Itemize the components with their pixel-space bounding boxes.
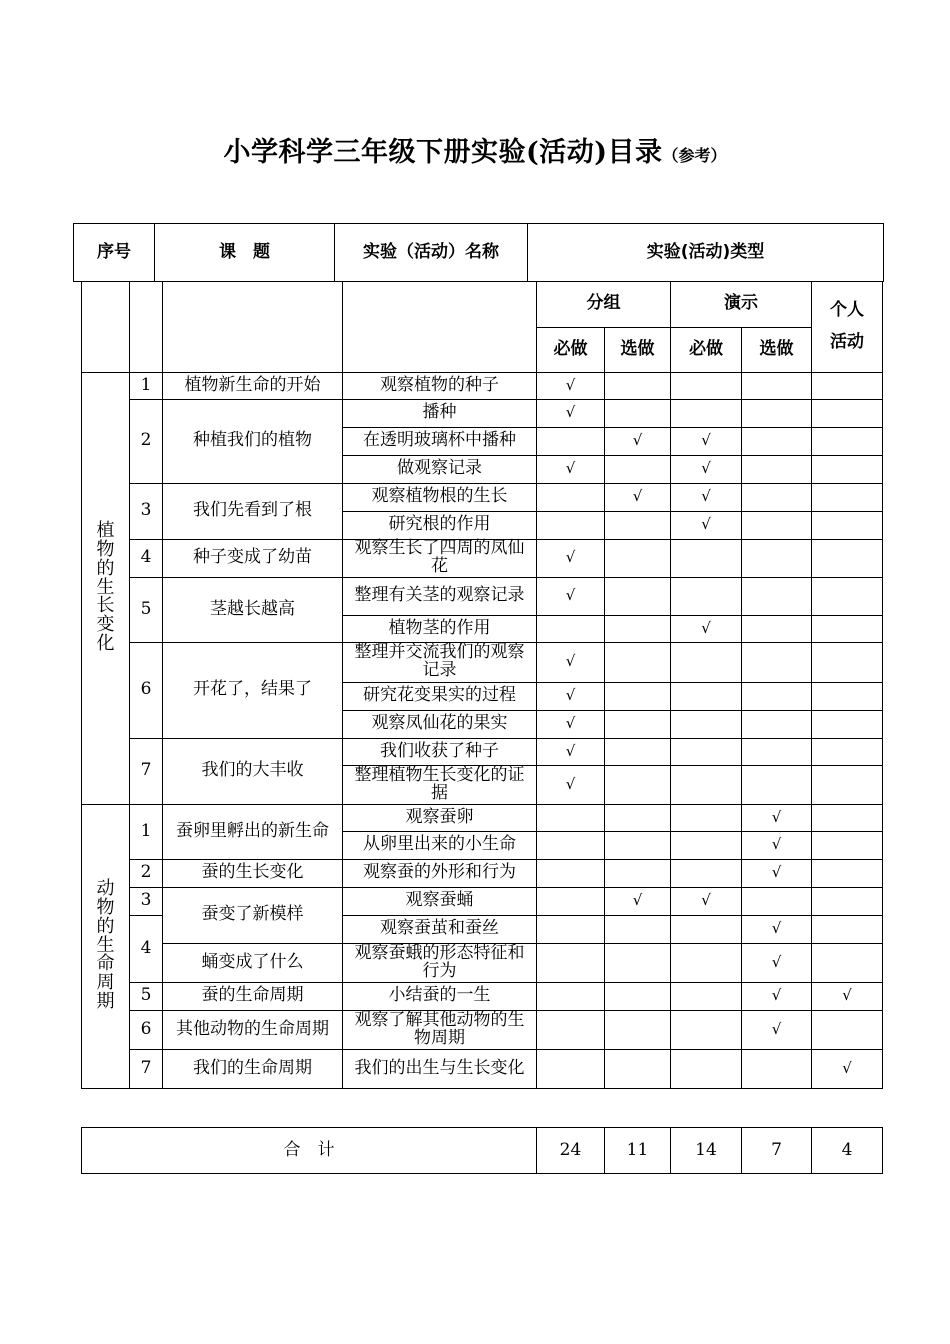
type-cell: [671, 682, 742, 710]
type-cell: [812, 539, 883, 577]
type-cell: [742, 577, 812, 615]
row-activity-name: 小结蚕的一生: [343, 982, 537, 1010]
check-mark-icon: √: [701, 487, 711, 506]
type-cell: [537, 577, 605, 615]
type-cell: [671, 982, 742, 1010]
row-topic: 蚕卵里孵出的新生命: [163, 804, 343, 859]
type-cell: [742, 831, 812, 859]
row-seq: 6: [130, 642, 163, 738]
header-name: 实验（活动）名称: [335, 224, 528, 282]
type-cell: [812, 399, 883, 427]
type-cell: [812, 577, 883, 615]
type-cell: [671, 372, 742, 399]
type-cell: [742, 539, 812, 577]
experiment-table: [81, 281, 883, 1089]
type-cell: [812, 483, 883, 511]
type-cell: [671, 738, 742, 765]
check-mark-icon: √: [771, 919, 782, 938]
type-cell: [742, 615, 812, 642]
type-cell: [742, 804, 812, 831]
type-cell: [742, 1010, 812, 1049]
type-cell: [812, 804, 883, 831]
title-sub: （参考）: [662, 146, 727, 165]
type-cell: [742, 372, 812, 399]
check-mark-icon: √: [565, 548, 576, 567]
check-mark-icon: √: [632, 431, 643, 450]
type-cell: [742, 982, 812, 1010]
header-group-optional: 选做: [605, 327, 671, 372]
type-cell: [537, 1010, 605, 1049]
row-activity-name: 我们收获了种子: [343, 738, 537, 765]
type-cell: [537, 804, 605, 831]
row-seq: 3: [130, 887, 163, 915]
type-cell: [671, 943, 742, 982]
type-cell: [671, 859, 742, 887]
check-mark-icon: √: [565, 774, 576, 793]
header-demo-required: 必做: [671, 327, 742, 372]
type-cell: [812, 710, 883, 738]
table-row: [82, 642, 883, 682]
check-mark-icon: √: [771, 952, 782, 971]
type-cell: [812, 738, 883, 765]
type-cell: [605, 455, 671, 483]
check-mark-icon: √: [632, 487, 643, 506]
row-topic: 我们先看到了根: [163, 483, 343, 539]
row-seq: 7: [130, 738, 163, 804]
check-mark-icon: √: [701, 891, 711, 910]
table-row: [82, 539, 883, 577]
type-cell: [671, 399, 742, 427]
row-seq: 1: [130, 372, 163, 399]
type-cell: [671, 427, 742, 455]
row-seq: 2: [130, 399, 163, 483]
table-row: [82, 1049, 883, 1088]
header-group: 分组: [537, 281, 671, 327]
row-activity-name: 整理植物生长变化的证据: [343, 765, 537, 804]
type-cell: [605, 539, 671, 577]
row-topic: 种子变成了幼苗: [163, 539, 343, 577]
type-cell: [742, 399, 812, 427]
type-cell: [742, 859, 812, 887]
type-cell: [812, 1010, 883, 1049]
type-cell: [537, 943, 605, 982]
type-cell: [742, 483, 812, 511]
type-cell: [605, 682, 671, 710]
type-cell: [671, 483, 742, 511]
type-cell: [605, 399, 671, 427]
check-mark-icon: √: [701, 431, 711, 450]
row-seq: 6: [130, 1010, 163, 1049]
table-row: [82, 859, 883, 887]
type-cell: [742, 1049, 812, 1088]
table-row: [82, 982, 883, 1010]
type-cell: [605, 765, 671, 804]
type-cell: [605, 982, 671, 1010]
type-cell: [605, 831, 671, 859]
type-cell: [605, 943, 671, 982]
row-activity-name: 观察生长了四周的凤仙花: [343, 539, 537, 577]
row-topic: 蛹变成了什么: [163, 943, 343, 982]
check-mark-icon: √: [842, 986, 852, 1005]
type-cell: [671, 765, 742, 804]
table-row: [82, 738, 883, 765]
type-cell: [742, 915, 812, 943]
check-mark-icon: √: [701, 459, 711, 478]
type-cell: [671, 915, 742, 943]
type-cell: [671, 511, 742, 539]
type-cell: [537, 539, 605, 577]
table-row: [82, 887, 883, 915]
type-cell: [812, 682, 883, 710]
row-activity-name: 观察植物的种子: [343, 372, 537, 399]
table-row: [82, 372, 883, 399]
type-cell: [671, 642, 742, 682]
row-activity-name: 研究花变果实的过程: [343, 682, 537, 710]
type-cell: [605, 738, 671, 765]
check-mark-icon: √: [771, 986, 782, 1005]
type-cell: [537, 372, 605, 399]
type-cell: [812, 859, 883, 887]
type-cell: [537, 765, 605, 804]
type-cell: [812, 1049, 883, 1088]
type-cell: [537, 455, 605, 483]
type-cell: [537, 483, 605, 511]
type-cell: [537, 982, 605, 1010]
table-row: [82, 483, 883, 511]
row-activity-name: 观察蚕蛹: [343, 887, 537, 915]
row-topic: 蚕的生命周期: [163, 982, 343, 1010]
row-topic: 其他动物的生命周期: [163, 1010, 343, 1049]
row-seq: 3: [130, 483, 163, 539]
check-mark-icon: √: [565, 459, 576, 478]
type-cell: [537, 427, 605, 455]
check-mark-icon: √: [771, 863, 782, 882]
row-activity-name: 观察蚕蛾的形态特征和行为: [343, 943, 537, 982]
total-table: [81, 1127, 883, 1174]
title-main: 小学科学三年级下册实验(活动)目录: [223, 137, 663, 168]
type-cell: [605, 710, 671, 738]
row-activity-name: 观察植物根的生长: [343, 483, 537, 511]
type-cell: [605, 642, 671, 682]
type-cell: [537, 831, 605, 859]
row-topic: 植物新生命的开始: [163, 372, 343, 399]
row-activity-name: 观察蚕茧和蚕丝: [343, 915, 537, 943]
check-mark-icon: √: [771, 807, 782, 826]
type-cell: [537, 1049, 605, 1088]
row-seq: 5: [130, 577, 163, 642]
type-cell: [812, 943, 883, 982]
header-personal: 个人活动: [830, 299, 864, 353]
type-cell: [742, 887, 812, 915]
type-cell: [537, 642, 605, 682]
type-cell: [812, 831, 883, 859]
row-activity-name: 观察蚕卵: [343, 804, 537, 831]
type-cell: [537, 859, 605, 887]
type-cell: [671, 539, 742, 577]
type-cell: [671, 710, 742, 738]
type-cell: [742, 511, 812, 539]
check-mark-icon: √: [771, 835, 782, 854]
check-mark-icon: √: [842, 1058, 852, 1077]
check-mark-icon: √: [565, 375, 576, 394]
type-cell: [605, 372, 671, 399]
type-cell: [812, 455, 883, 483]
header-topic: 课 题: [155, 224, 335, 282]
row-activity-name: 植物茎的作用: [343, 615, 537, 642]
total-value: 4: [812, 1128, 883, 1174]
type-cell: [605, 1049, 671, 1088]
unit-label: 动物的生命周期: [96, 877, 115, 1013]
type-cell: [671, 615, 742, 642]
type-cell: [537, 887, 605, 915]
type-cell: [742, 765, 812, 804]
type-cell: [537, 511, 605, 539]
header-seq: 序号: [74, 224, 155, 282]
type-cell: [812, 765, 883, 804]
check-mark-icon: √: [565, 686, 576, 705]
row-topic: 我们的大丰收: [163, 738, 343, 804]
table-row: [82, 577, 883, 615]
header-table: [73, 223, 884, 282]
header-demo-optional: 选做: [742, 327, 812, 372]
row-activity-name: 我们的出生与生长变化: [343, 1049, 537, 1088]
header-type: 实验(活动)类型: [528, 224, 884, 282]
row-seq: 2: [130, 859, 163, 887]
check-mark-icon: √: [771, 1019, 782, 1038]
type-cell: [671, 455, 742, 483]
row-seq: 4: [130, 915, 163, 982]
type-cell: [812, 511, 883, 539]
check-mark-icon: √: [565, 403, 576, 422]
type-cell: [671, 831, 742, 859]
table-row: [82, 943, 883, 982]
check-mark-icon: √: [565, 652, 576, 671]
total-row: [82, 1128, 883, 1174]
type-cell: [812, 642, 883, 682]
row-activity-name: 在透明玻璃杯中播种: [343, 427, 537, 455]
type-cell: [537, 915, 605, 943]
table-row: [82, 399, 883, 427]
row-activity-name: 整理并交流我们的观察记录: [343, 642, 537, 682]
type-cell: [605, 1010, 671, 1049]
type-cell: [671, 1010, 742, 1049]
total-value: 14: [671, 1128, 742, 1174]
row-activity-name: 从卵里出来的小生命: [343, 831, 537, 859]
row-activity-name: 观察凤仙花的果实: [343, 710, 537, 738]
type-cell: [537, 682, 605, 710]
total-value: 11: [605, 1128, 671, 1174]
row-topic: 种植我们的植物: [163, 399, 343, 483]
type-cell: [812, 982, 883, 1010]
check-mark-icon: √: [565, 741, 576, 760]
type-cell: [812, 372, 883, 399]
type-cell: [812, 915, 883, 943]
type-cell: [812, 615, 883, 642]
row-topic: 我们的生命周期: [163, 1049, 343, 1088]
row-activity-name: 观察了解其他动物的生物周期: [343, 1010, 537, 1049]
type-cell: [605, 915, 671, 943]
type-cell: [742, 427, 812, 455]
header-demo: 演示: [671, 281, 812, 327]
type-cell: [605, 804, 671, 831]
table-row: [82, 804, 883, 831]
type-cell: [537, 738, 605, 765]
check-mark-icon: √: [701, 515, 711, 534]
type-cell: [742, 642, 812, 682]
type-cell: [742, 738, 812, 765]
total-value: 7: [742, 1128, 812, 1174]
type-cell: [671, 1049, 742, 1088]
row-seq: 4: [130, 539, 163, 577]
type-cell: [537, 399, 605, 427]
type-cell: [605, 427, 671, 455]
type-cell: [742, 943, 812, 982]
row-topic: 开花了，结果了: [163, 642, 343, 738]
type-cell: [537, 615, 605, 642]
row-seq: 7: [130, 1049, 163, 1088]
type-cell: [742, 455, 812, 483]
check-mark-icon: √: [565, 586, 576, 605]
row-activity-name: 研究根的作用: [343, 511, 537, 539]
type-cell: [605, 577, 671, 615]
type-cell: [671, 804, 742, 831]
type-cell: [671, 887, 742, 915]
row-topic: 蚕变了新模样: [163, 887, 343, 943]
type-cell: [671, 577, 742, 615]
check-mark-icon: √: [632, 891, 643, 910]
table-row: [82, 1010, 883, 1049]
type-cell: [605, 887, 671, 915]
type-cell: [605, 615, 671, 642]
row-activity-name: 整理有关茎的观察记录: [343, 577, 537, 615]
row-seq: 5: [130, 982, 163, 1010]
type-cell: [812, 887, 883, 915]
row-seq: 1: [130, 804, 163, 859]
total-label: 合 计: [82, 1128, 537, 1174]
page-title: [0, 130, 950, 169]
type-cell: [605, 859, 671, 887]
type-cell: [605, 483, 671, 511]
header-group-required: 必做: [537, 327, 605, 372]
check-mark-icon: √: [701, 618, 711, 637]
type-cell: [742, 710, 812, 738]
check-mark-icon: √: [565, 714, 576, 733]
row-activity-name: 播种: [343, 399, 537, 427]
row-activity-name: 做观察记录: [343, 455, 537, 483]
unit-label: 植物的生长变化: [96, 519, 115, 655]
row-topic: 蚕的生长变化: [163, 859, 343, 887]
row-topic: 茎越长越高: [163, 577, 343, 642]
row-activity-name: 观察蚕的外形和行为: [343, 859, 537, 887]
type-cell: [605, 511, 671, 539]
total-value: 24: [537, 1128, 605, 1174]
type-cell: [742, 682, 812, 710]
type-cell: [537, 710, 605, 738]
type-cell: [812, 427, 883, 455]
